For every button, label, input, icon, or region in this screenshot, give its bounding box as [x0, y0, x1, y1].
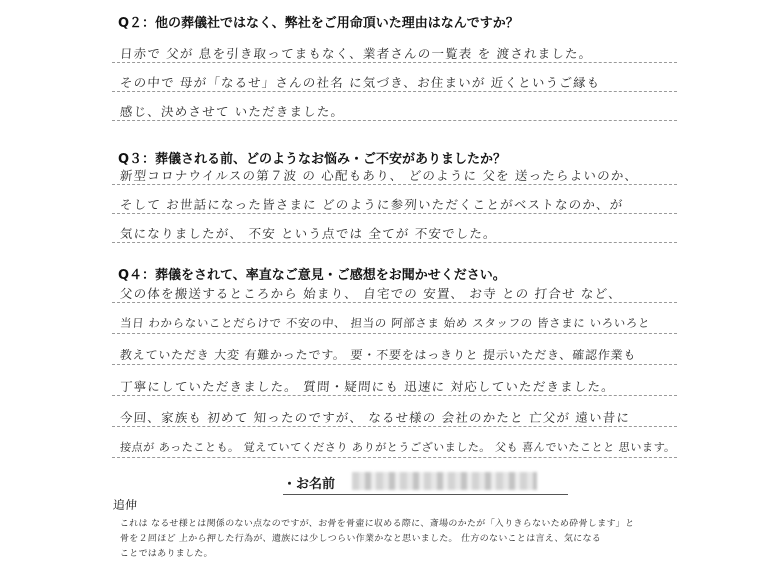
postscript-line-3: ことではありました。	[119, 549, 214, 559]
q2-answer-line-1: 日赤で 父が 息を引き取ってまもなく、業者さんの一覧表 を 渡されました。	[119, 46, 594, 61]
name-underline	[283, 494, 568, 495]
postscript-line-2: 骨を２回ほど 上から押した行為が、遺族には少しつらい作業かなと思いました。 仕方のないことは言え、気になる	[119, 534, 602, 544]
question-3-title: Q３：葬儀される前、どのようなお悩み・ご不安がありましたか？	[118, 152, 507, 167]
q4-answer-line-5: 今回、家族も 初めて 知ったのですが、 なるせ様の 会社のかたと 亡父が 遠い昔に	[119, 410, 631, 425]
q4-answer-line-6: 接点が あったことも。 覚えていてくださり ありがとうございました。 父も 喜んでいたことと 思います。	[119, 441, 677, 454]
q3-answer-line-2: そして お世話になった皆さまに どのように参列いただくことがベストなのか、が	[119, 197, 625, 212]
answer-line-divider	[112, 426, 677, 427]
q3-answer-line-1: 新型コロナウイルスの第７波 の 心配もあり、 どのように 父を 送ったらよいのか、	[119, 168, 639, 183]
answer-line-divider	[112, 333, 677, 334]
answer-line-divider	[112, 213, 677, 214]
q4-answer-line-3: 教えていただき 大変 有難かったです。 要・不要をはっきりと 提示いただき、確認作業も	[119, 348, 637, 362]
answer-line-divider	[112, 457, 677, 458]
answer-line-divider	[112, 91, 677, 92]
answer-line-divider	[112, 302, 677, 303]
answer-line-divider	[112, 184, 677, 185]
answer-line-divider	[112, 242, 677, 243]
answer-line-divider	[112, 62, 677, 63]
q4-answer-line-2: 当日 わからないことだらけで 不安の中、 担当の 阿部さま 始め スタッフの 皆さまに いろいろと	[119, 316, 651, 330]
q2-answer-line-3: 感じ、決めさせて いただきました。	[119, 104, 345, 119]
q4-answer-line-4: 丁寧にしていただきました。 質問・疑問にも 迅速に 対応していただきました。	[119, 379, 616, 394]
redacted-name	[352, 472, 537, 490]
question-2-title: Q２：他の葬儀社ではなく、弊社をご用命頂いた理由はなんですか？	[118, 16, 519, 31]
question-4-title: Q４：葬儀をされて、率直なご意見・ご感想をお聞かせください。	[118, 268, 506, 283]
answer-line-divider	[112, 395, 677, 396]
name-label: ・お名前	[283, 477, 336, 492]
answer-line-divider	[112, 120, 677, 121]
answer-line-divider	[112, 364, 677, 365]
postscript-heading: 追伸	[112, 498, 138, 512]
q4-answer-line-1: 父の体を搬送するところから 始まり、 自宅での 安置、 お寺 との 打合せ など、	[119, 286, 623, 301]
q2-answer-line-2: その中で 母が「なるせ」さんの社名 に気づき、お住まいが 近くというご縁も	[119, 75, 601, 90]
postscript-line-1: これは なるせ様とは関係のない点なのですが、お骨を骨壷に収める際に、斎場のかたが「入りきらないため砕骨します」と	[119, 519, 635, 529]
q3-answer-line-3: 気になりましたが、 不安 という点では 全てが 不安でした。	[119, 226, 498, 241]
